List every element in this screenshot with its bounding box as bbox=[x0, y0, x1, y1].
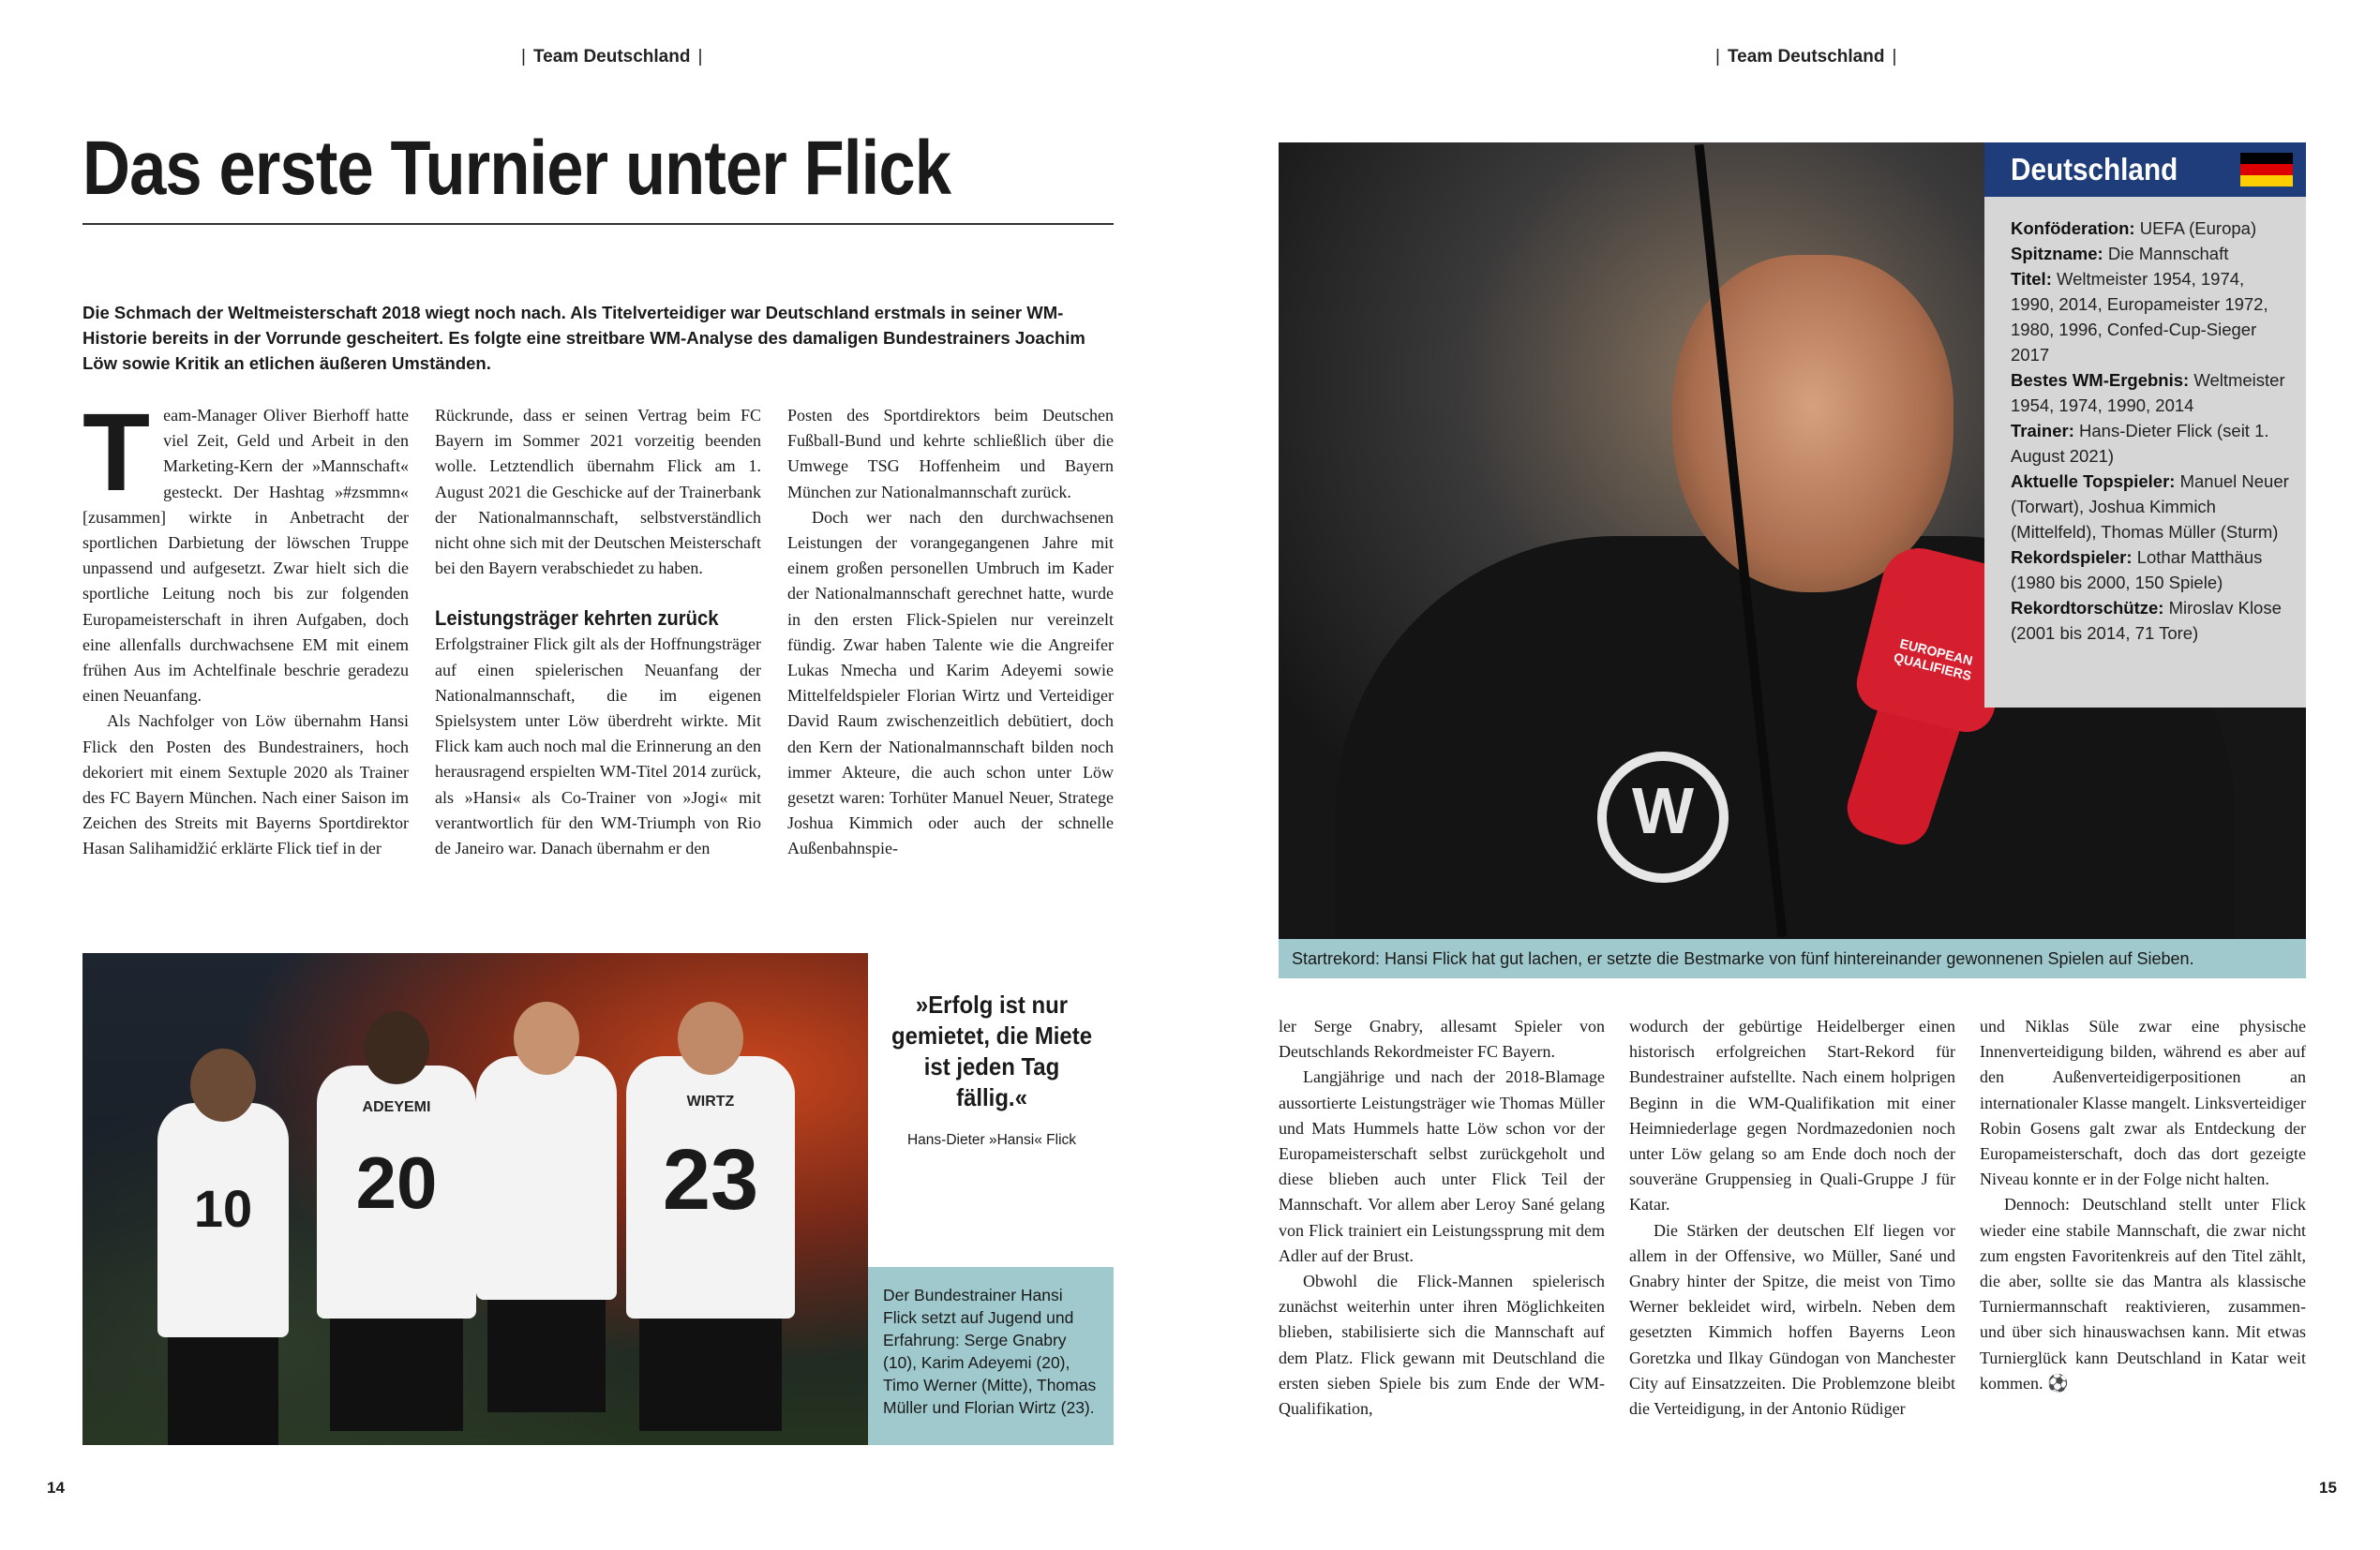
body-paragraph: Dennoch: Deutschland stellt unter Flick wieder eine stabile Mannschaft, die zwar nicht zum engsten Favoritenkreis auf den Titel zählt, die aber, sollte sie das Mantra als klassische Turniermannschaft reaktivieren, zusammen- und über sich hinauswachsen kann. Mit etwas Turnierglück kann Deutschland in Katar weit kommen. ⚽ bbox=[1980, 1195, 2306, 1393]
headline-rule bbox=[82, 223, 1114, 225]
body-column-6 bbox=[1980, 1014, 2306, 1396]
body-paragraph: Langjährige und nach der 2018-Blamage aussortierte Leistungsträger wie Thomas Müller und Mats Hummels hatte Löw schon vor der Europameisterschaft selbst zurückgeholt und diese blieben auch unter Flick Teil der Mannschaft. Vor allem aber Leroy Sané gelang von Flick trainiert ein Leistungssprung mit dem Adler auf der Brust. bbox=[1279, 1067, 1605, 1265]
body-column-5 bbox=[1629, 1014, 1955, 1422]
fact-item: Aktuelle Topspieler: Manuel Neuer (Torwart), Joshua Kimmich (Mittelfeld), Thomas Müller (Sturm) bbox=[2011, 471, 2289, 542]
fact-item: Konföderation: UEFA (Europa) bbox=[2011, 218, 2257, 238]
player-figure bbox=[626, 1056, 795, 1319]
factbox-body bbox=[1984, 197, 2306, 646]
jersey-number: 20 bbox=[355, 1141, 438, 1224]
pull-quote-source: Hans-Dieter »Hansi« Flick bbox=[906, 1132, 1077, 1148]
team-photo-caption: Der Bundestrainer Hansi Flick setzt auf Jugend und Erfahrung: Serge Gnabry (10), Karim Adeyemi (20), Timo Werner (Mitte), Thomas Müller und Florian Wirtz (23). bbox=[868, 1267, 1114, 1445]
body-paragraph: ler Serge Gnabry, allesamt Spieler von Deutschlands Rekordmeister FC Bayern. bbox=[1279, 1017, 1605, 1062]
player-figure bbox=[157, 1103, 289, 1337]
body-column-2 bbox=[435, 403, 761, 861]
jersey-number: 23 bbox=[662, 1132, 759, 1228]
body-paragraph: Erfolgstrainer Flick gilt als der Hoffnungsträger auf einen spielerischen Neuanfang der Nationalmannschaft, die im eigenen Spielsystem unter Löw überdreht wirkte. Mit Flick kam auch noch mal die Erinnerung an den herausragend erspielten WM-Titel 2014 zurück, als »Hansi« als Co-Trainer von »Jogi« mit verantwortlich für den WM-Triumph von Rio de Janeiro war. Danach übernahm er den bbox=[435, 634, 761, 858]
team-celebration-photo bbox=[82, 953, 868, 1445]
running-head-right: | Team Deutschland | bbox=[1715, 47, 1897, 67]
jersey-name: ADEYEMI bbox=[362, 1099, 431, 1115]
article-headline: Das erste Turnier unter Flick bbox=[82, 126, 951, 211]
fact-item: Trainer: Hans-Dieter Flick (seit 1. August 2021) bbox=[2011, 421, 2269, 466]
running-head-left: | Team Deutschland | bbox=[521, 47, 703, 67]
factbox-header bbox=[1984, 142, 2306, 197]
body-column-1 bbox=[82, 391, 409, 862]
pull-quote: »Erfolg ist nur gemietet, die Miete ist jeden Tag fällig.« bbox=[891, 991, 1093, 1111]
article-lead: Die Schmach der Weltmeisterschaft 2018 wiegt noch nach. Als Titelverteidiger war Deutschland erstmals in seiner WM-Historie bereits in der Vorrunde gescheitert. Es folgte eine streitbare WM-Analyse des damaligen Bundestrainers Joachim Löw sowie Kritik an etlichen äußeren Umständen. bbox=[82, 303, 1085, 373]
player-figure bbox=[476, 1056, 617, 1300]
flick-photo-caption: Startrekord: Hansi Flick hat gut lachen, er setzte die Bestmarke von fünf hintereinander gewonnenen Spielen auf Sieben. bbox=[1279, 939, 2306, 978]
body-paragraph: Die Stärken der deutschen Elf liegen vor allem in der Offensive, wo Müller, Sané und Gnabry hinter der Spitze, die meist von Timo Werner bekleidet wird, wirbeln. Neben dem gesetzten Kimmich hoffen Bayerns Leon Goretzka und Ilkay Gündogan von Manchester City auf Einsatzzeiten. Die Problemzone bleibt die Verteidigung, in der Antonio Rüdiger bbox=[1629, 1220, 1955, 1419]
player-figure bbox=[317, 1066, 476, 1319]
fact-item: Titel: Weltmeister 1954, 1974, 1990, 2014, Europameister 1972, 1980, 1996, Confed-Cup-Sieger 2017 bbox=[2011, 269, 2268, 365]
body-paragraph: Posten des Sportdirektors beim Deutschen Fußball-Bund und kehrte schließlich über die Umwege TSG Hoffenheim und Bayern München zur Nationalmannschaft zurück. bbox=[787, 406, 1114, 501]
fact-item: Rekordspieler: Lothar Matthäus (1980 bis 2000, 150 Spiele) bbox=[2011, 547, 2263, 592]
body-paragraph: wodurch der gebürtige Heidelberger einen historisch erfolgreichen Start-Rekord für Bundestrainer aufstellte. Nach einem holprigen Beginn in die WM-Qualifikation mit einer Heimniederlage gegen Nordmazedonien noch unter Löw gelang so am Ende doch noch der souveräne Gruppensieg in Quali-Gruppe J für Katar. bbox=[1629, 1017, 1955, 1215]
body-paragraph: und Niklas Süle zwar eine physische Innenverteidigung bilden, während es aber auf den Außenverteidigerpositionen an internationaler Klasse mangelt. Linksverteidiger Robin Gosens galt zwar als Entdeckung der Europameisterschaft, doch das dort gezeigte Niveau konnte er in der Folge nicht halten. bbox=[1980, 1017, 2306, 1189]
body-column-3 bbox=[787, 403, 1114, 862]
fact-item: Rekordtorschütze: Miroslav Klose (2001 bis 2014, 71 Tore) bbox=[2011, 598, 2282, 643]
body-paragraph: Obwohl die Flick-Mannen spielerisch zunächst weiterhin unter ihren Möglichkeiten blieben, stabilisierte sich die Mannschaft auf dem Platz. Flick gewann mit Deutschland die ersten sieben Spiele bis zum Ende der WM-Qualifikation, bbox=[1279, 1272, 1605, 1419]
section-subhead: Leistungsträger kehrten zurück bbox=[435, 606, 719, 631]
drop-cap: T bbox=[82, 391, 151, 514]
body-column-4 bbox=[1279, 1014, 1605, 1422]
vw-logo-icon: W bbox=[1597, 752, 1729, 883]
german-flag-icon bbox=[2240, 153, 2293, 186]
jersey-number: 10 bbox=[193, 1179, 253, 1238]
factbox-title: Deutschland bbox=[2011, 152, 2178, 186]
fact-item: Bestes WM-Ergebnis: Weltmeister 1954, 1974, 1990, 2014 bbox=[2011, 370, 2285, 415]
body-paragraph: Doch wer nach den durchwachsenen Leistungen der vorangegangenen Jahre mit einem großen personellen Umbruch im Kader der Nationalmannschaft gerechnet hatte, wurde in den ersten Flick-Spielen nur vereinzelt fündig. Zwar haben Talente wie die Angreifer Lukas Nmecha und Karim Adeyemi sowie Mittelfeldspieler Florian Wirtz und Verteidiger David Raum zwischenzeitlich debütiert, doch den Kern der Nationalmannschaft bilden noch immer Akteure, die auch schon unter Löw gesetzt waren: Torhüter Manuel Neuer, Stratege Joshua Kimmich oder auch der schnelle Außenbahnspie- bbox=[787, 507, 1114, 858]
country-factbox bbox=[1984, 142, 2306, 708]
fact-item: Spitzname: Die Mannschaft bbox=[2011, 244, 2229, 263]
page-number-left: 14 bbox=[47, 1479, 65, 1497]
body-paragraph: eam-Manager Oliver Bierhoff hatte viel Zeit, Geld und Arbeit in den Marketing-Kern der »Mannschaft« gesteckt. Der Hashtag »#zsmmn« [zusammen] wirkte in Anbetracht der sportlichen Darbietung der löwschen Truppe unpassend und aufgesetzt. Zwar hielt sich die sportliche Leitung noch bis zur folgenden Europameisterschaft in ihren Aufgaben, doch eine allenfalls durchwachsene EM mit einem frühen Aus im Achtelfinale beschrie geradezu einen Neuanfang. bbox=[82, 406, 409, 706]
body-paragraph: Rückrunde, dass er seinen Vertrag beim FC Bayern im Sommer 2021 vorzeitig beenden wolle. Letztendlich übernahm Flick am 1. August 2021 die Geschicke auf der Trainerbank der Nationalmannschaft, selbstverständlich nicht ohne sich mit der Deutschen Meisterschaft bei den Bayern verabschiedet zu haben. bbox=[435, 406, 761, 578]
page-number-right: 15 bbox=[2319, 1479, 2337, 1497]
jersey-name: WIRTZ bbox=[686, 1094, 735, 1110]
body-paragraph: Als Nachfolger von Löw übernahm Hansi Flick den Posten des Bundestrainers, hoch dekoriert mit einem Sextuple 2020 als Trainer des FC Bayern München. Nach einer Saison im Zeichen des Streits mit Bayerns Sportdirektor Hasan Salihamidžić erklärte Flick tief in der bbox=[82, 711, 409, 858]
microphone-cube: EUROPEAN QUALIFIERS bbox=[1850, 541, 2028, 738]
